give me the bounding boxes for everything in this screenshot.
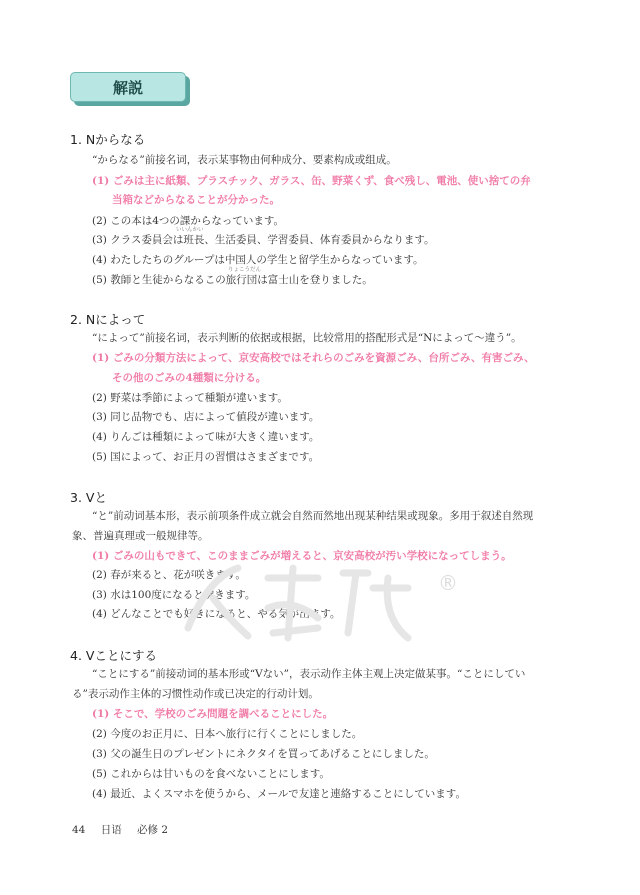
section-1-example-3: (3) クラス委員会は班長、生活委員、学習委員、体育委員からなります。 bbox=[92, 234, 435, 246]
section-3-desc-1: “と”前动词基本形，表示前项条件成立就会自然而然地出现某种结果或现象。多用于叙述自然现 bbox=[92, 510, 534, 522]
section-4-example-5: (5) これからは甘いものを食べないことにします。 bbox=[92, 768, 330, 780]
section-1-example-2: (2) この本は4つの課からなっています。 bbox=[92, 215, 285, 227]
section-3-desc-2: 象、普遍真理或一般规律等。 bbox=[72, 530, 209, 542]
section-3-example-2: (2) 春が来ると、花が咲きます。 bbox=[92, 569, 246, 581]
section-1-desc: “からなる”前接名词，表示某事物由何种成分、要素构成或组成。 bbox=[92, 154, 397, 166]
book-title: 日语 bbox=[100, 824, 122, 836]
section-2-desc: “によって”前接名词，表示判断的依据或根据，比较常用的搭配形式是“Nによって～違う”。 bbox=[92, 332, 522, 344]
section-1-example-1: (1) ごみは主に紙類、プラスチック、ガラス、缶、野菜くず、食べ残し、電池、使い捨ての弁 bbox=[92, 175, 531, 187]
section-1-example-4: (4) わたしたちのグループは中国人の学生と留学生からなっています。 bbox=[92, 254, 424, 266]
section-4-example-4: (4) 最近、よくスマホを使うから、メールで友達と連絡することにしています。 bbox=[92, 788, 466, 800]
section-1-example-1-cont: 当箱などからなることが分かった。 bbox=[112, 194, 280, 206]
page-number: 44 bbox=[72, 824, 86, 836]
ruby-ryokoudan: りょこうだん bbox=[228, 267, 262, 273]
section-4-example-2: (2) 今度のお正月に、日本へ旅行に行くことにしました。 bbox=[92, 728, 363, 740]
section-2-example-2: (2) 野菜は季節によって種類が違います。 bbox=[92, 392, 288, 404]
section-4-example-1: (1) そこで、学校のごみ問題を調べることにした。 bbox=[92, 708, 334, 720]
section-4-example-3: (3) 父の誕生日のプレゼントにネクタイを買ってあげることにしました。 bbox=[92, 748, 435, 760]
section-2-example-1-cont: その他のごみの4種類に分ける。 bbox=[112, 372, 267, 384]
section-2-example-1: (1) ごみの分類方法によって、京安高校ではそれらのごみを資源ごみ、台所ごみ、有害ごみ、 bbox=[92, 352, 535, 364]
page-footer bbox=[72, 822, 180, 837]
section-badge bbox=[70, 72, 186, 102]
section-2-example-4: (4) りんごは種類によって味が大きく違います。 bbox=[92, 431, 320, 443]
book-volume: 必修 2 bbox=[137, 824, 169, 836]
section-3-title: 3. Vと bbox=[70, 490, 107, 505]
section-4-desc-1: “ことにする”前接动词的基本形或“Vない”，表示动作主体主观上决定做某事。“ことにしてい bbox=[92, 668, 526, 680]
section-2-example-5: (5) 国によって、お正月の習慣はさまざまです。 bbox=[92, 451, 320, 463]
section-3-example-3: (3) 水は100度になると沸きます。 bbox=[92, 589, 256, 601]
section-1-title: 1. Nからなる bbox=[70, 132, 146, 147]
section-4-desc-2: る”表示动作主体的习惯性动作或已决定的行动计划。 bbox=[72, 688, 319, 700]
section-badge-label: 解説 bbox=[112, 78, 143, 97]
section-3-example-1: (1) ごみの山もできて、このままごみが増えると、京安高校が汚い学校になってしまう。 bbox=[92, 550, 512, 562]
section-4-title: 4. Vことにする bbox=[70, 648, 157, 663]
section-1-example-5: (5) 教師と生徒からなるこの旅行団は富士山を登りました。 bbox=[92, 274, 373, 286]
section-3-example-4: (4) どんなことでも好きになると、やる気が出ます。 bbox=[92, 608, 341, 620]
section-2-example-3: (3) 同じ品物でも、店によって値段が違います。 bbox=[92, 411, 320, 423]
ruby-iinkai: いいんかい bbox=[176, 227, 204, 233]
registered-mark: ® bbox=[438, 571, 458, 595]
section-2-title: 2. Nによって bbox=[70, 312, 146, 327]
